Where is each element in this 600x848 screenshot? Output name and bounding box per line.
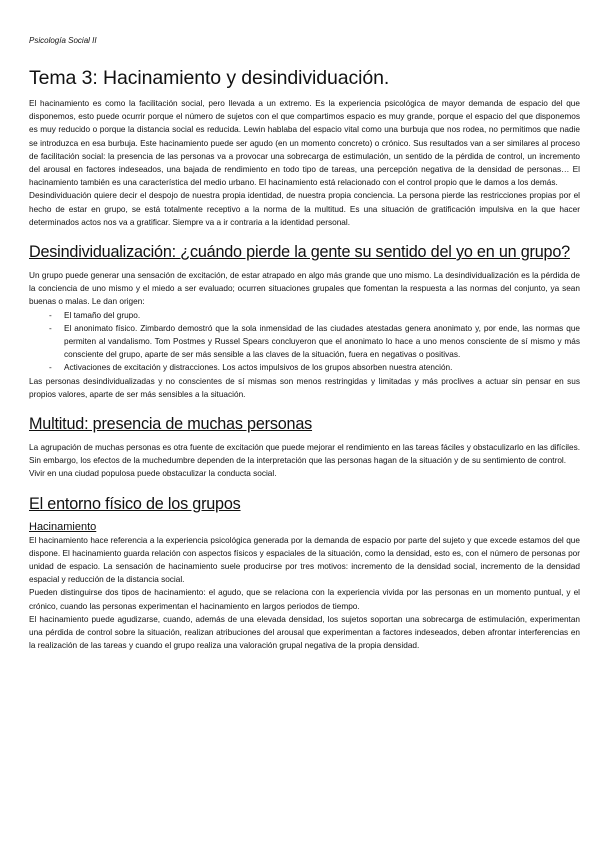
section1-paragraph-2: Las personas desindividualizadas y no conscientes de sí mismas son menos restringidas y limitadas y más proclives a actuar sin pensar en sus propios valores, aparte de ser más sensibles a la situación. (29, 376, 580, 399)
section1-paragraph-1: Un grupo puede generar una sensación de excitación, de estar atrapado en algo más grande que uno mismo. La desindividualización es la pérdida de la conciencia de uno mismo y el miedo a ser evaluado; ocurren situaciones grupales que fomentan la respuesta a las normas del conjunto, ya sean buenas o malas. Le dan origen: (29, 271, 580, 307)
intro-paragraph-1: El hacinamiento es como la facilitación social, pero llevada a un extremo. Es la experiencia psicológica de mayor demanda de espacio del que disponemos, esto puede ocurrir porque el número de sujetos con el que compartimos espacio es muy grande, porque el espacio del que disponemos es muy reducido o porque la distancia social es reducida. Lewin hablaba del espacio vital como una burbuja que nos rodea, no permitimos que nadie se introduzca en esa burbuja. Este hacinamiento puede ser agudo (en un momento concreto) o crónico. Sus resultados van a ser similares al proceso de facilitación social: la presencia de las personas va a provocar una sobrecarga de estimulación, un sentido de la pérdida de control, un incremento del arousal en factores indeseados, una bajada de rendimiento en todo tipo de tareas, una percepción negativa de la densidad de personas… El hacinamiento también es una característica del medio urbano. El hacinamiento está relacionado con el control propio que le damos a los demás. (29, 99, 580, 188)
section3-paragraph-3: El hacinamiento puede agudizarse, cuando, además de una elevada densidad, los sujetos soportan una sobrecarga de estimulación, experimentan una pérdida de control sobre la situación, realizan atribuciones del arousal que experimentan a factores indeseados, deben afrontar interferencias en la realización de las tareas y cuando el grupo realiza una valoración grupal negativa de la propia densidad. (29, 614, 580, 651)
list-item: - El tamaño del grupo. (64, 309, 580, 322)
section2-paragraph-1: La agrupación de muchas personas es otra fuente de excitación que puede mejorar el rendimiento en las tareas fáciles y obstaculizarlo en las difíciles. Sin embargo, los efectos de la muchedumbre dependen de la interpretación que las personas hagan de la situación y de su sentimiento de control. (29, 443, 580, 466)
section-heading-entorno: El entorno físico de los grupos (29, 494, 241, 513)
list-item: - El anonimato físico. Zimbardo demostró que la sola inmensidad de las ciudades atestadas genera anonimato y, por ende, las normas que permiten al vandalismo. Tom Postmes y Russel Spears concluyeron que el anonimato lo hace a uno menos consciente de sí mismo y más consciente del grupo, aparte de ser más sensible a las claves de la situación, fuera en negativas o positivas. (64, 322, 580, 362)
section2-paragraph-2: Vivir en una ciudad populosa puede obstaculizar la conducta social. (29, 469, 277, 479)
section1-list (29, 309, 580, 375)
list-item: - Activaciones de excitación y distracciones. Los actos impulsivos de los grupos absorben nuestra atención. (64, 361, 580, 374)
running-head: Psicología Social II (29, 36, 97, 45)
section-heading-desindividualizacion: Desindividualización: ¿cuándo pierde la gente su sentido del yo en un grupo? (29, 243, 570, 262)
page-title: Tema 3: Hacinamiento y desindividuación. (29, 67, 390, 89)
section3-paragraph-1: El hacinamiento hace referencia a la experiencia psicológica generada por la demanda de espacio por parte del sujeto y que excede estamos del que dispone. El hacinamiento guarda relación con aspectos físicos y espaciales de la situación, como la densidad, esto es, con el número de personas por unidad de espacio. La sensación de hacinamiento suele producirse por tres motivos: incremento de la densidad social, incremento de la densidad espacial y reducción de la distancia social. (29, 535, 580, 585)
intro-paragraph-2: Desindividuación quiere decir el despojo de nuestra propia identidad, de nuestra propia conciencia. La persona pierde las restricciones propias por el hecho de estar en grupo, se está totalmente receptivo a la norma de la multitud. Es una situación de gratificación impulsiva en la que hacer determinados actos nos va a gratificar. Siempre va a ir contraria a la identidad personal. (29, 191, 580, 227)
subheading-hacinamiento: Hacinamiento (29, 520, 97, 533)
section3-paragraph-2: Pueden distinguirse dos tipos de hacinamiento: el agudo, que se relaciona con la experiencia vivida por las personas en un momento puntual, y el crónico, cuando las personas experimentan el hacinamiento en largos periodos de tiempo. (29, 588, 580, 611)
section-heading-multitud: Multitud: presencia de muchas personas (29, 415, 313, 434)
